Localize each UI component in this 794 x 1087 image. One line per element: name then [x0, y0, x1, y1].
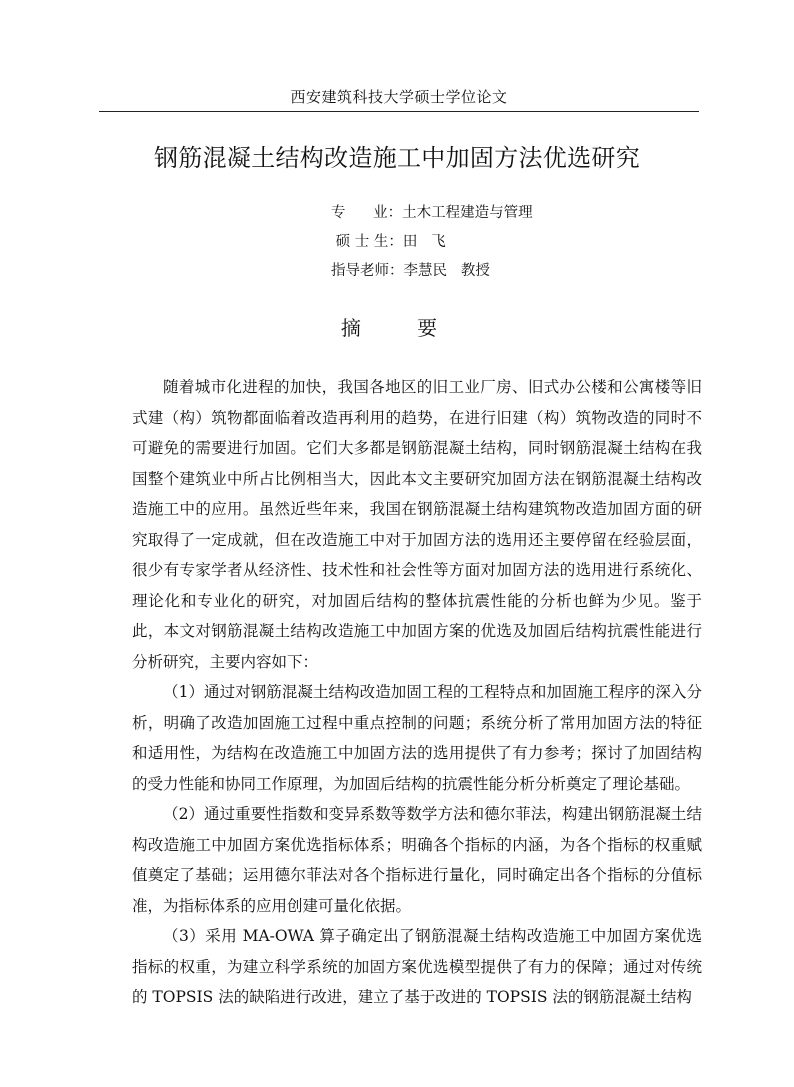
header-rule: [99, 111, 699, 112]
abstract-paragraph: （2）通过重要性指数和变异系数等数学方法和德尔菲法，构建出钢筋混凝土结构改造施工中加固方案优选指标体系；明确各个指标的内涵，为各个指标的权重赋值奠定了基础；运用德尔菲法对各个指标进行量化，同时确定出各个指标的分值标准，为指标体系的应用创建可量化依据。: [132, 805, 702, 915]
abstract-paragraph: 随着城市化进程的加快，我国各地区的旧工业厂房、旧式办公楼和公寓楼等旧式建（构）筑物都面临着改造再利用的趋势，在进行旧建（构）筑物改造的同时不可避免的需要进行加固。它们大多都是钢筋混凝土结构，同时钢筋混凝土结构在我国整个建筑业中所占比例相当大，因此本文主要研究加固方法在钢筋混凝土结构改造施工中的应用。虽然近些年来，我国在钢筋混凝土结构建筑物改造加固方面的研究取得了一定成就，但在改造施工中对于加固方法的选用还主要停留在经验层面，很少有专家学者从经济性、技术性和社会性等方面对加固方法的选用进行系统化、理论化和专业化的研究，对加固后结构的整体抗震性能的分析也鲜为少见。鉴于此，本文对钢筋混凝土结构改造施工中加固方案的优选及加固后结构抗震性能进行分析研究，主要内容如下：: [132, 378, 702, 671]
meta-advisor: 指导老师：李慧民 教授: [331, 263, 490, 279]
abstract-paragraph: （3）采用 MA-OWA 算子确定出了钢筋混凝土结构改造施工中加固方案优选指标的权重，为建立科学系统的加固方案优选模型提供了有力的保障；通过对传统的 TOPSIS 法的缺陷进行改进，建立了基于改进的 TOPSIS 法的钢筋混凝土结构: [132, 927, 702, 1006]
thesis-meta: [331, 199, 533, 286]
abstract-paragraph: （1）通过对钢筋混凝土结构改造加固工程的工程特点和加固施工程序的深入分析，明确了改造加固施工过程中重点控制的问题；系统分析了常用加固方法的特征和适用性，为结构在改造施工中加固方法的选用提供了有力参考；探讨了加固结构的受力性能和协同工作原理，为加固后结构的抗震性能分析分析奠定了理论基础。: [132, 683, 702, 793]
meta-major: 专 业：土木工程建造与管理: [331, 205, 533, 221]
thesis-title: 钢筋混凝土结构改造施工中加固方法优选研究: [154, 144, 640, 172]
meta-student: 硕 士 生：田 飞: [331, 234, 446, 250]
abstract-body: [132, 372, 702, 1013]
running-header: 西安建筑科技大学硕士学位论文: [290, 88, 508, 106]
abstract-heading: 摘 要: [340, 316, 454, 340]
